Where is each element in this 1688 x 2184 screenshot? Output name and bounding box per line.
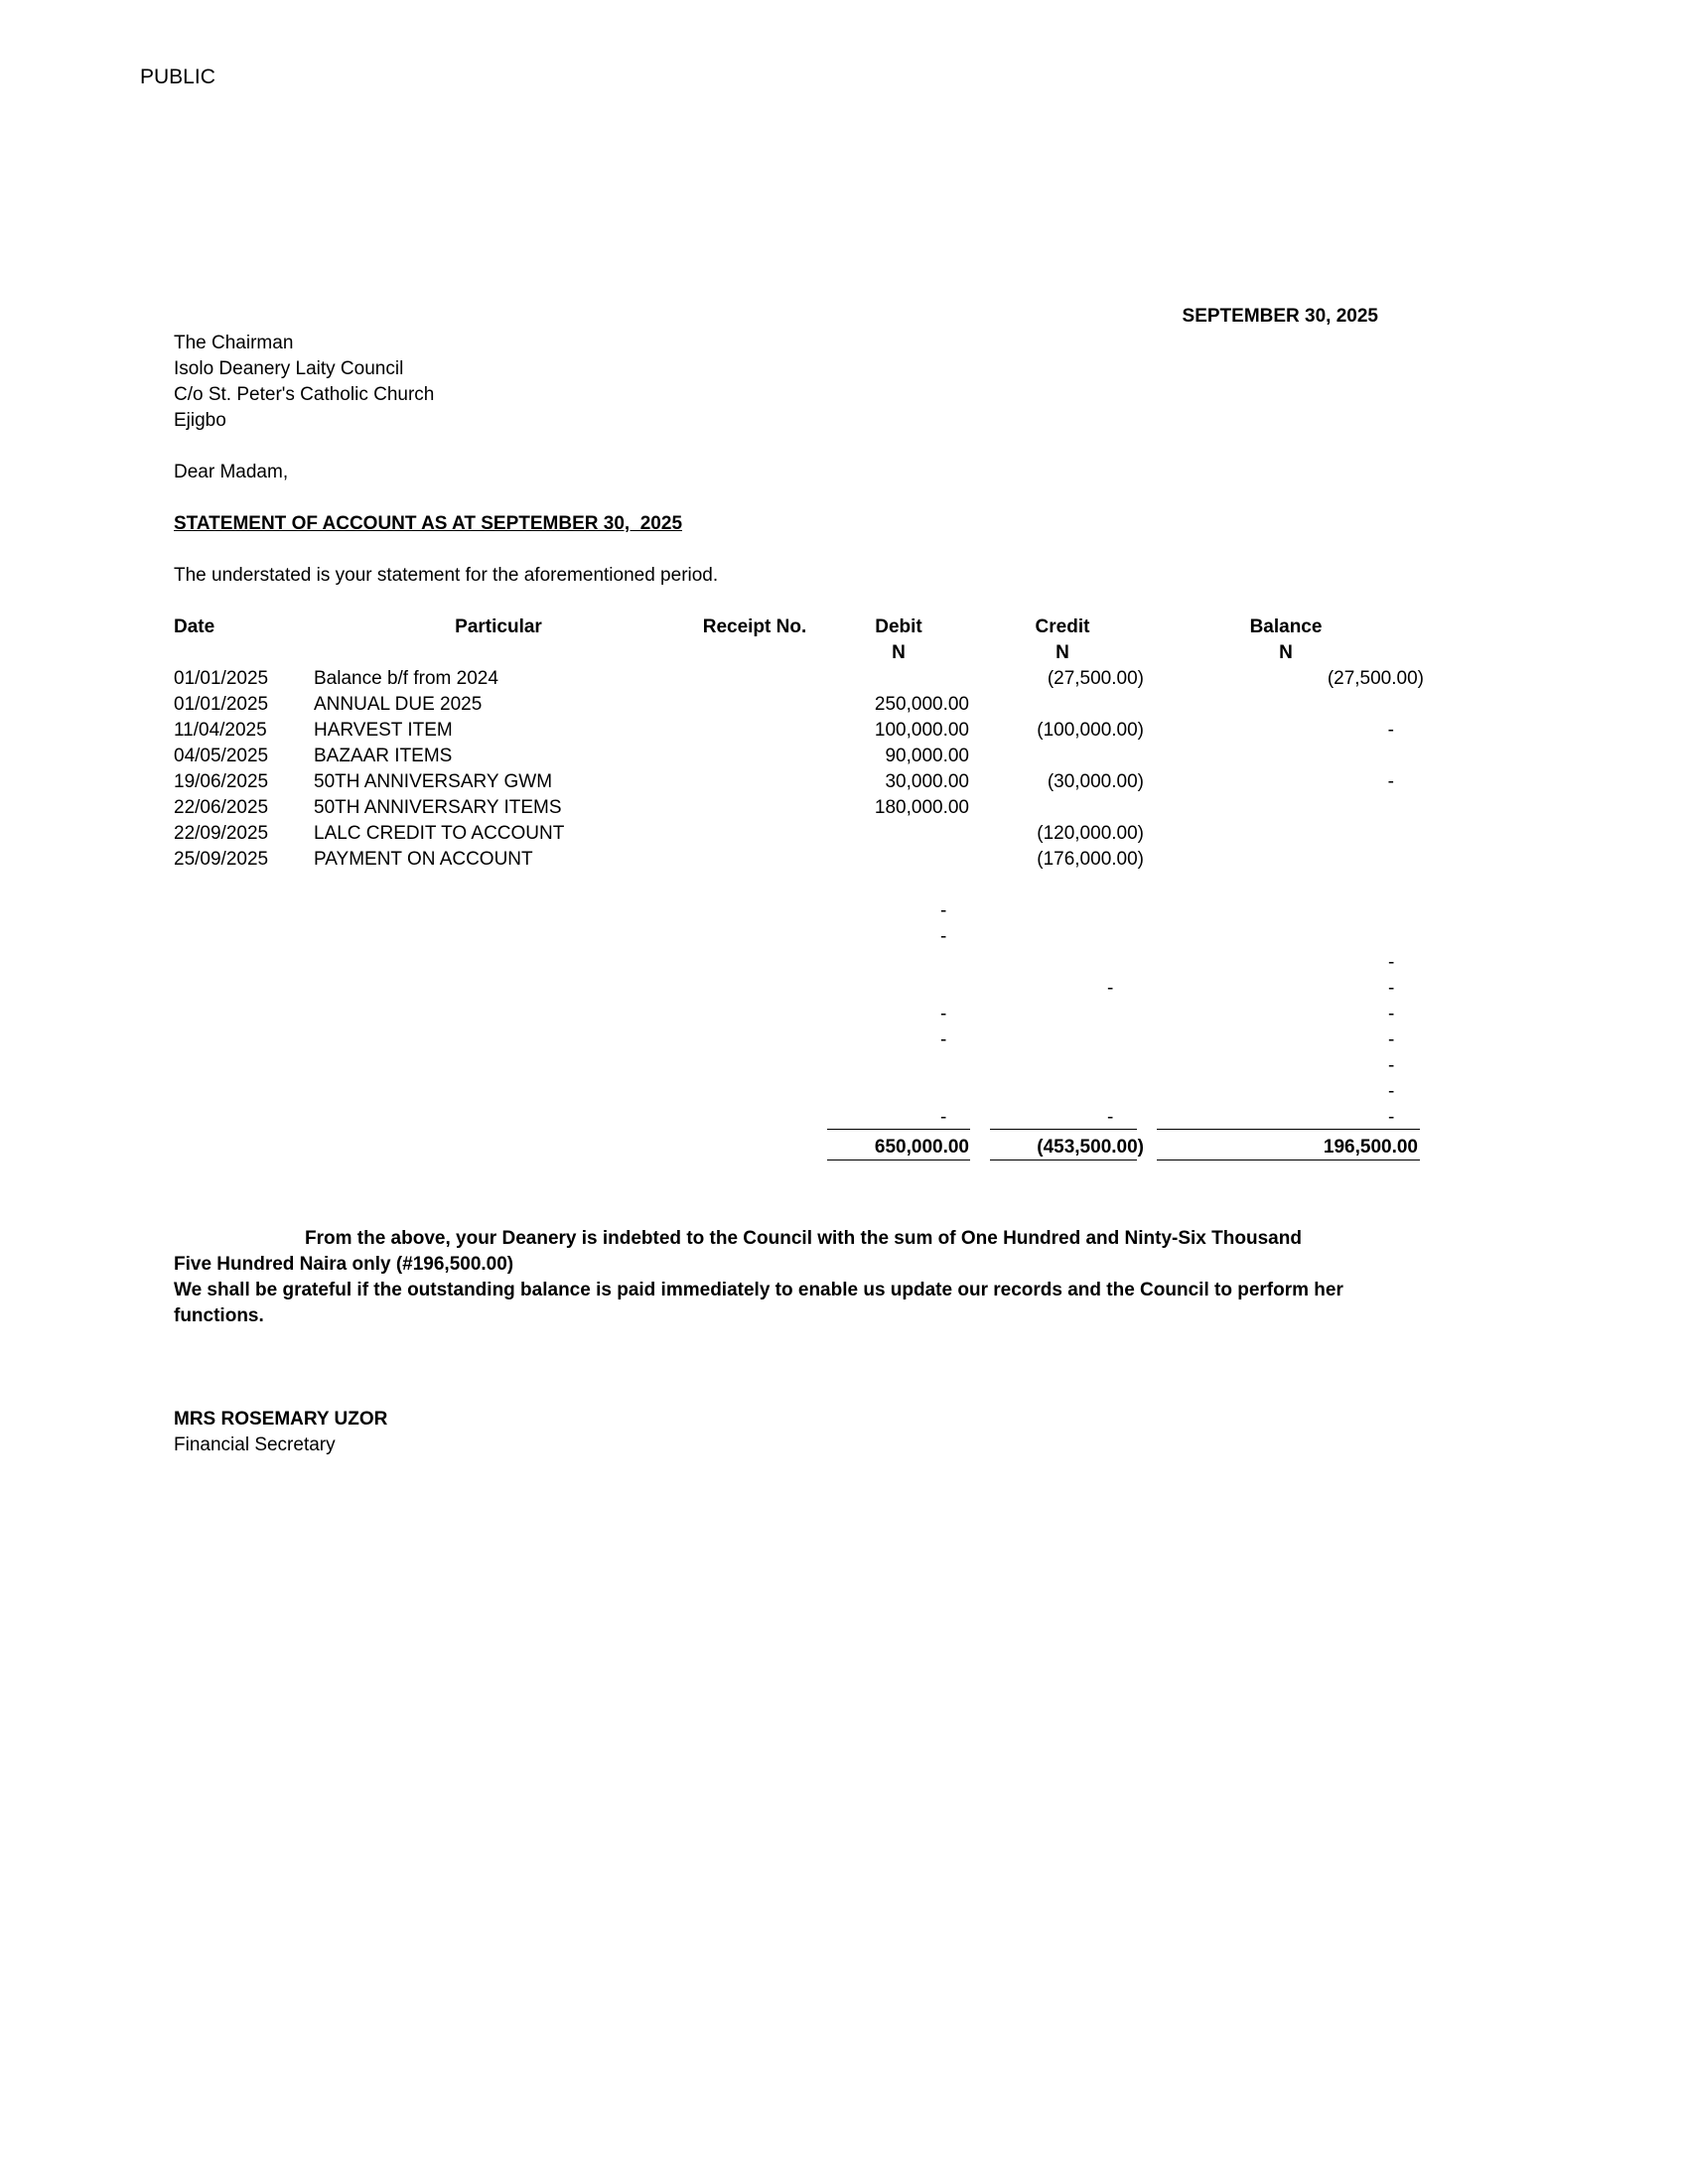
row-balance: (27,500.00) (1327, 668, 1424, 689)
header-credit: Credit (1035, 616, 1090, 637)
row-particular: 50TH ANNIVERSARY GWM (314, 771, 553, 792)
total-debit: 650,000.00 (874, 1137, 969, 1158)
row-particular: BAZAAR ITEMS (314, 746, 453, 766)
intro-text: The understated is your statement for the aforementioned period. (174, 565, 719, 586)
currency-balance: N (1279, 642, 1293, 663)
row-date: 22/09/2025 (174, 823, 269, 844)
row-date: 01/01/2025 (174, 668, 269, 689)
letter-date: SEPTEMBER 30, 2025 (1182, 306, 1378, 327)
recipient-line-2: Isolo Deanery Laity Council (174, 358, 404, 379)
empty-row-balance: - (1388, 952, 1395, 973)
row-particular: HARVEST ITEM (314, 720, 453, 741)
signatory-title: Financial Secretary (174, 1434, 336, 1455)
empty-row-balance: - (1388, 1029, 1395, 1050)
header-particular: Particular (455, 616, 542, 637)
row-credit: (100,000.00) (1037, 720, 1144, 741)
recipient-line-4: Ejigbo (174, 410, 226, 431)
row-date: 19/06/2025 (174, 771, 269, 792)
row-particular: ANNUAL DUE 2025 (314, 694, 483, 715)
total-rule-credit (990, 1129, 1137, 1130)
row-particular: PAYMENT ON ACCOUNT (314, 849, 533, 870)
empty-row-debit: - (940, 900, 947, 921)
signatory-name: MRS ROSEMARY UZOR (174, 1409, 388, 1430)
empty-row-debit: - (940, 1029, 947, 1050)
row-debit: 100,000.00 (874, 720, 969, 741)
row-credit: (27,500.00) (1047, 668, 1144, 689)
empty-row-balance: - (1388, 1004, 1395, 1024)
row-particular: 50TH ANNIVERSARY ITEMS (314, 797, 562, 818)
empty-row-credit: - (1107, 978, 1114, 999)
row-debit: 180,000.00 (874, 797, 969, 818)
row-credit: (30,000.00) (1047, 771, 1144, 792)
salutation: Dear Madam, (174, 462, 289, 482)
closing-line-4: functions. (174, 1305, 264, 1326)
row-date: 22/06/2025 (174, 797, 269, 818)
classification-label: PUBLIC (140, 66, 215, 88)
header-debit: Debit (875, 616, 922, 637)
total-rule-debit (827, 1129, 970, 1130)
empty-row-balance: - (1388, 978, 1395, 999)
row-balance: - (1387, 720, 1394, 741)
currency-debit: N (892, 642, 906, 663)
empty-row-credit: - (1107, 1107, 1114, 1128)
empty-row-balance: - (1388, 1081, 1395, 1102)
currency-credit: N (1055, 642, 1069, 663)
row-credit: (120,000.00) (1037, 823, 1144, 844)
recipient-line-1: The Chairman (174, 333, 294, 353)
empty-row-debit: - (940, 926, 947, 947)
row-date: 04/05/2025 (174, 746, 269, 766)
row-date: 01/01/2025 (174, 694, 269, 715)
row-credit: (176,000.00) (1037, 849, 1144, 870)
empty-row-balance: - (1388, 1107, 1395, 1128)
header-date: Date (174, 616, 215, 637)
row-date: 11/04/2025 (174, 720, 267, 741)
total-rule-balance (1157, 1129, 1420, 1130)
row-date: 25/09/2025 (174, 849, 269, 870)
total-balance: 196,500.00 (1323, 1137, 1418, 1158)
statement-subject: STATEMENT OF ACCOUNT AS AT SEPTEMBER 30, 2025 (174, 513, 683, 534)
header-receipt: Receipt No. (702, 616, 807, 637)
recipient-line-3: C/o St. Peter's Catholic Church (174, 384, 435, 405)
row-particular: Balance b/f from 2024 (314, 668, 498, 689)
row-debit: 250,000.00 (874, 694, 969, 715)
row-balance: - (1387, 771, 1394, 792)
row-debit: 90,000.00 (885, 746, 969, 766)
empty-row-debit: - (940, 1107, 947, 1128)
header-balance: Balance (1249, 616, 1323, 637)
empty-row-balance: - (1388, 1055, 1395, 1076)
total-credit: (453,500.00) (1037, 1137, 1144, 1158)
row-particular: LALC CREDIT TO ACCOUNT (314, 823, 565, 844)
row-debit: 30,000.00 (885, 771, 969, 792)
closing-line-3: We shall be grateful if the outstanding balance is paid immediately to enable us update our records and the Council to perform her (174, 1280, 1343, 1300)
closing-line-1: From the above, your Deanery is indebted to the Council with the sum of One Hundred and Ninty-Six Thousand (305, 1228, 1302, 1249)
closing-line-2: Five Hundred Naira only (#196,500.00) (174, 1254, 514, 1275)
empty-row-debit: - (940, 1004, 947, 1024)
